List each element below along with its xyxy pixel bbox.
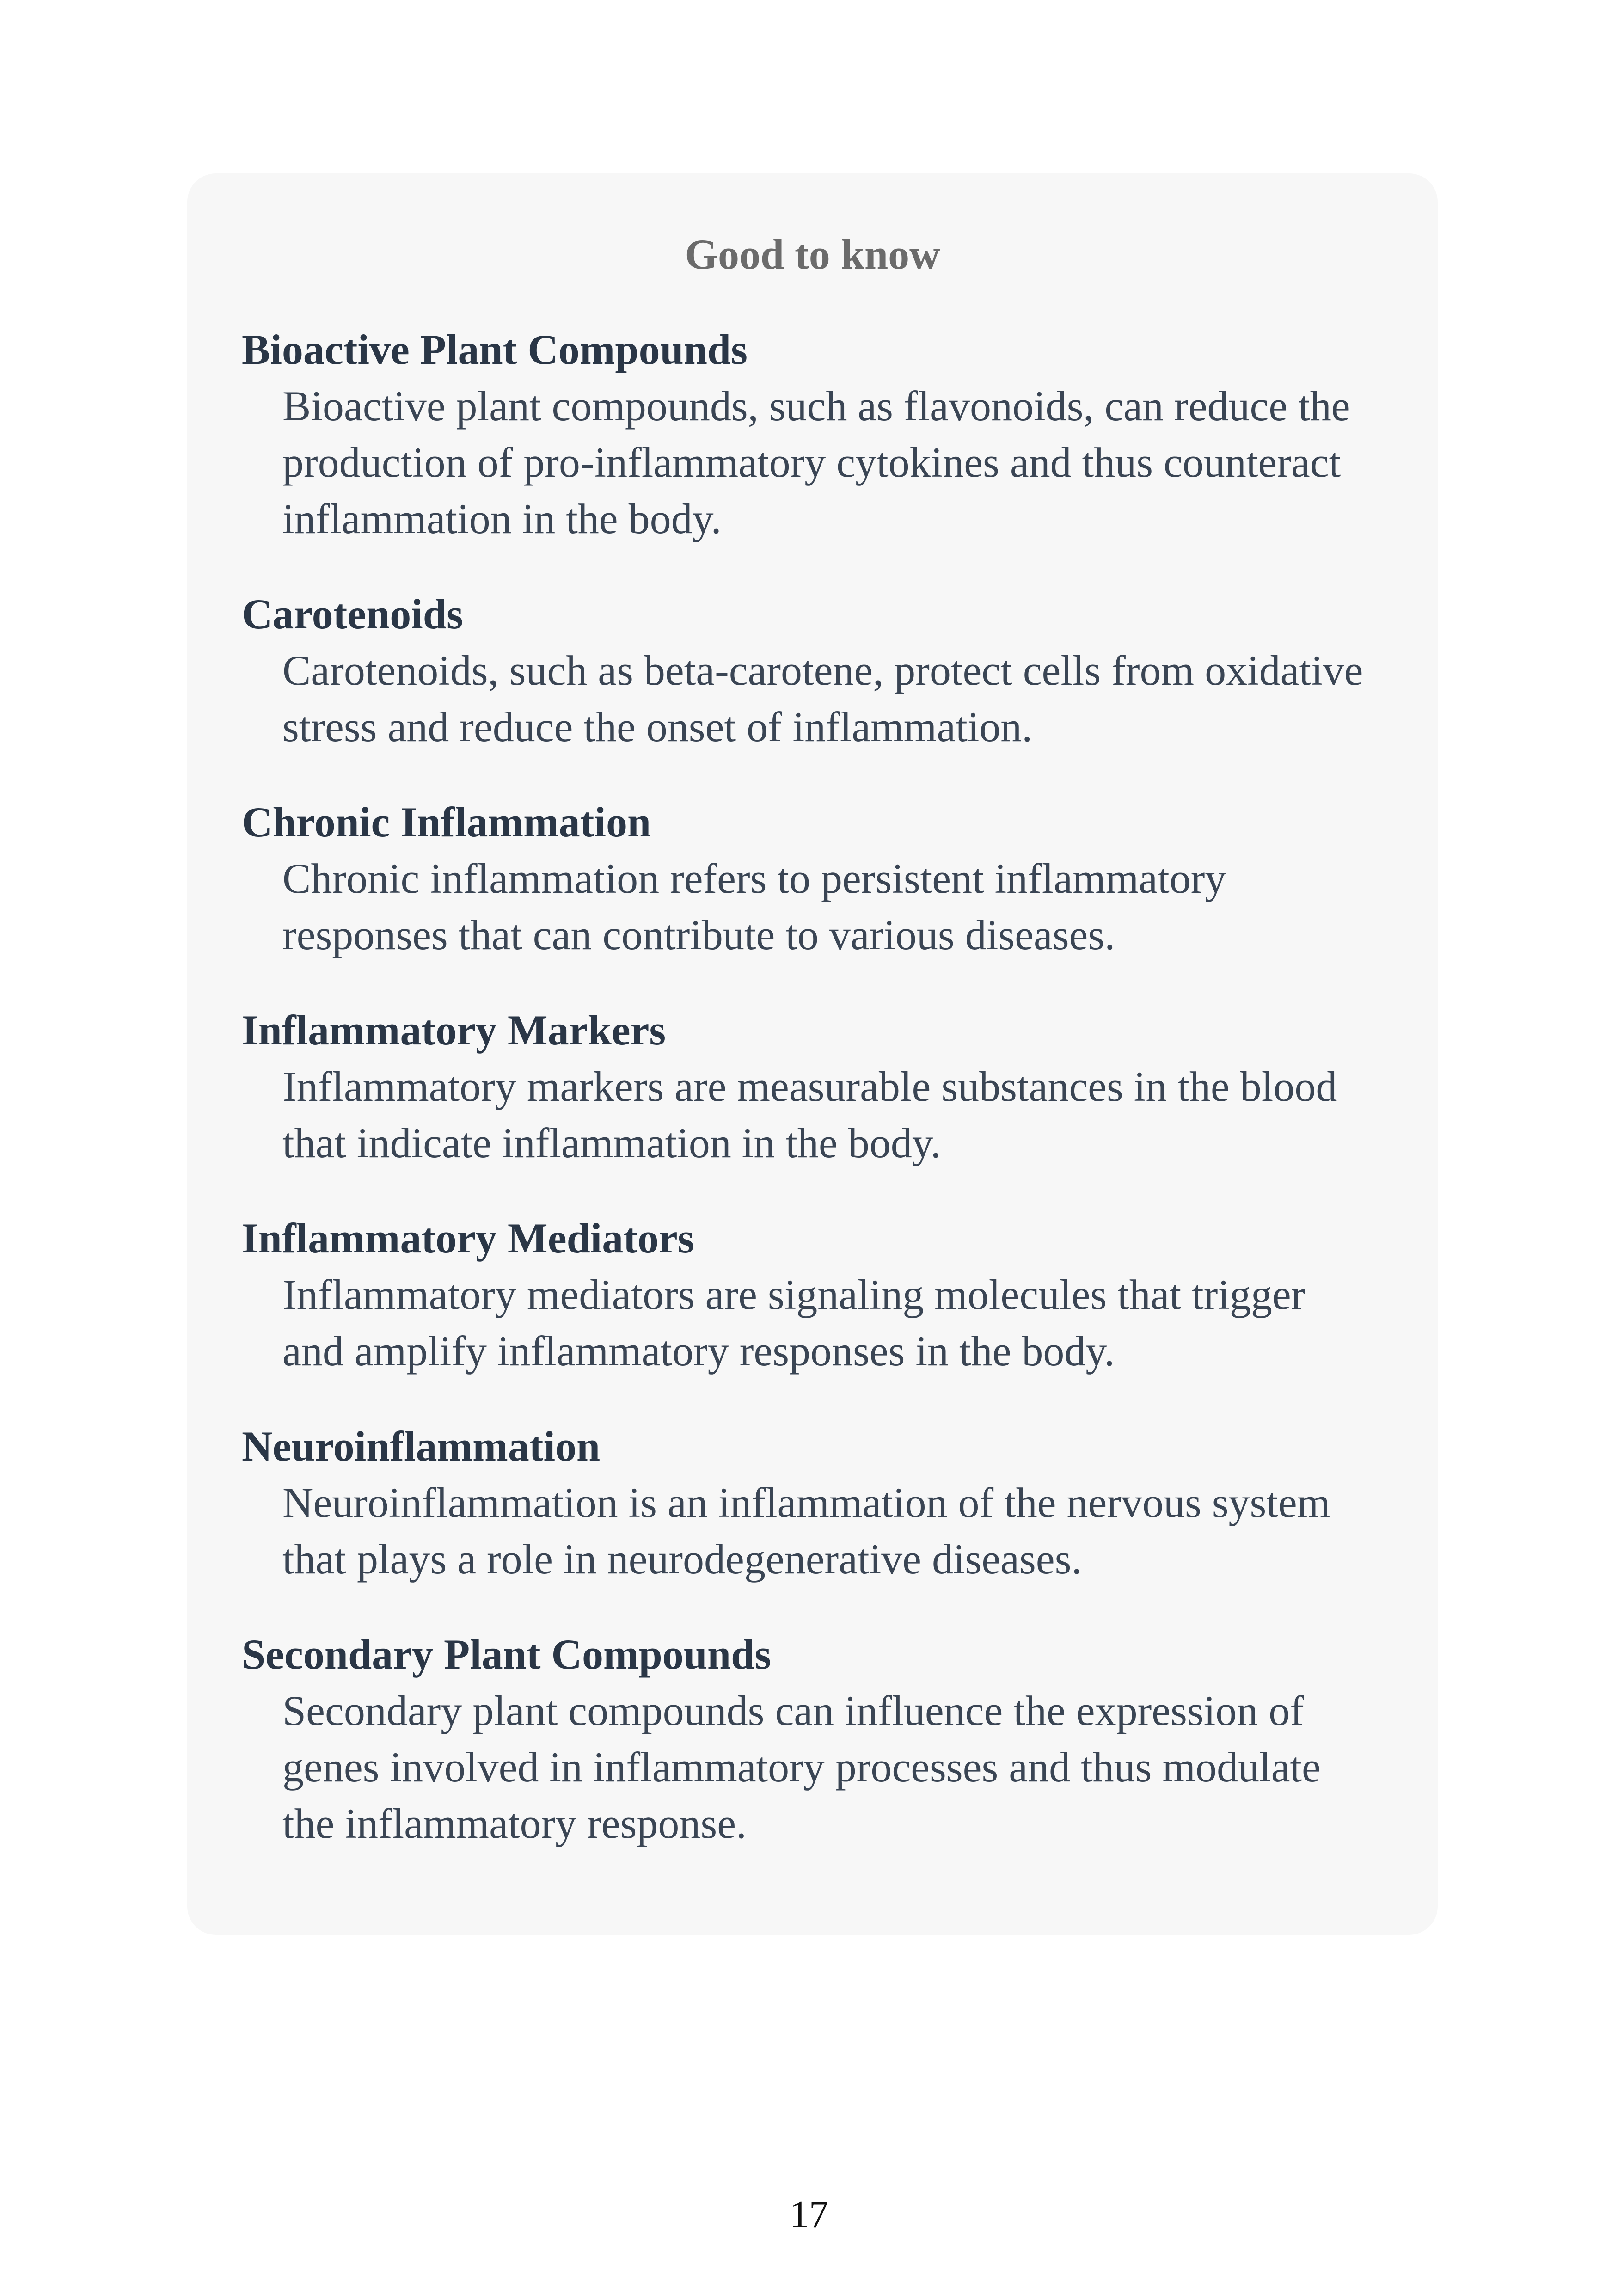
- definition-line: Bioactive plant compounds, such as flavonoids, can reduce the: [282, 382, 1350, 430]
- box-title: Good to know: [685, 231, 940, 278]
- definition-line: that indicate inflammation in the body.: [282, 1119, 941, 1166]
- glossary-definition: [282, 1682, 1397, 1852]
- definition-line: that plays a role in neurodegenerative diseases.: [282, 1535, 1082, 1583]
- definition-line: Carotenoids, such as beta-carotene, protect cells from oxidative: [282, 647, 1363, 694]
- definition-line: Inflammatory mediators are signaling molecules that trigger: [282, 1271, 1305, 1318]
- glossary-term: Secondary Plant Compounds: [242, 1631, 772, 1678]
- definition-line: Inflammatory markers are measurable substances in the blood: [282, 1063, 1337, 1110]
- glossary-entry: [242, 1002, 1397, 1171]
- glossary-entry: [242, 794, 1397, 963]
- glossary-term: Carotenoids: [242, 590, 463, 638]
- glossary-entry: [242, 1418, 1397, 1587]
- page-number: 17: [790, 2193, 828, 2236]
- definition-line: the inflammatory response.: [282, 1800, 747, 1847]
- glossary-term: Inflammatory Mediators: [242, 1215, 694, 1262]
- glossary-definition: [282, 378, 1397, 547]
- glossary-term: Chronic Inflammation: [242, 798, 651, 846]
- definition-line: responses that can contribute to various diseases.: [282, 911, 1115, 958]
- glossary-term: Bioactive Plant Compounds: [242, 326, 748, 373]
- glossary-definition: [282, 1474, 1397, 1587]
- glossary-entry: [242, 1210, 1397, 1379]
- glossary-entry: [242, 586, 1397, 755]
- definition-line: Chronic inflammation refers to persistent inflammatory: [282, 855, 1226, 902]
- definition-line: inflammation in the body.: [282, 495, 722, 542]
- glossary-definition: [282, 850, 1397, 963]
- glossary-list: [242, 321, 1397, 1852]
- glossary-entry: [242, 321, 1397, 547]
- definition-line: production of pro-inflammatory cytokines and thus counteract: [282, 439, 1341, 486]
- definition-line: genes involved in inflammatory processes and thus modulate: [282, 1743, 1321, 1791]
- glossary-entry: [242, 1626, 1397, 1852]
- good-to-know-box: [187, 173, 1438, 1935]
- definition-line: Neuroinflammation is an inflammation of the nervous system: [282, 1479, 1330, 1526]
- definition-line: stress and reduce the onset of inflammation.: [282, 703, 1033, 750]
- definition-line: Secondary plant compounds can influence the expression of: [282, 1687, 1304, 1734]
- glossary-definition: [282, 1266, 1397, 1379]
- glossary-definition: [282, 642, 1397, 755]
- glossary-term: Neuroinflammation: [242, 1423, 601, 1470]
- glossary-definition: [282, 1058, 1397, 1171]
- glossary-term: Inflammatory Markers: [242, 1007, 666, 1054]
- definition-line: and amplify inflammatory responses in the body.: [282, 1327, 1115, 1375]
